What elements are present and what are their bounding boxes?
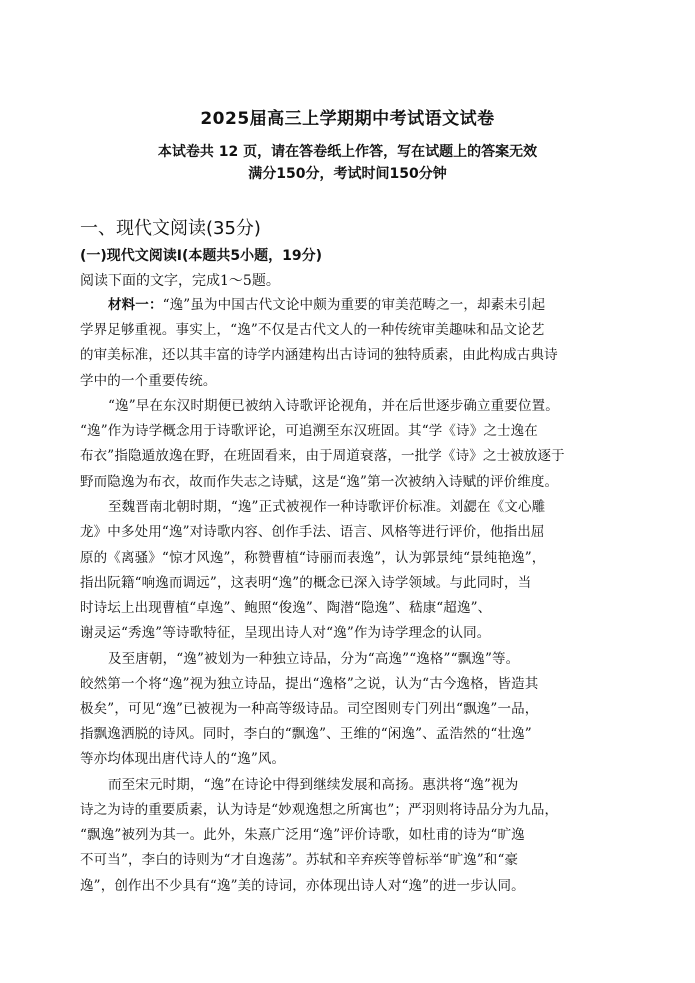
exam-note-score-time: 满分150分，考试时间150分钟 (248, 166, 447, 182)
material-line: 布衣”指隐遁放逸在野，在班固看来，由于周道衰落，一批学《诗》之士被放逐于 (80, 448, 565, 464)
material-line (108, 293, 640, 313)
material-line: 而至宋元时期，“逸”在诗论中得到继续发展和高扬。惠洪将“逸”视为 (108, 777, 519, 793)
material-line: 诗之为诗的重要质素，认为诗是“妙观逸想之所寓也”；严羽则将诗品分为九品， (80, 802, 559, 818)
material-line: 逸”，创作出不少具有“逸”美的诗词，亦体现出诗人对“逸”的进一步认同。 (80, 878, 525, 894)
material-line: 谢灵运“秀逸”等诗歌特征，呈现出诗人对“逸”作为诗学理念的认同。 (80, 625, 491, 641)
material-line: 指出阮籍“响逸而调远”，这表明“逸”的概念已深入诗学领域。与此同时，当 (80, 575, 532, 591)
material-line: 龙》中多处用“逸”对诗歌内容、创作手法、语言、风格等进行评价，他指出屈 (80, 524, 545, 540)
material-line: 等亦均体现出唐代诗人的“逸”风。 (80, 751, 286, 767)
material-line: 不可当”，李白的诗则为“才自逸荡”。苏轼和辛弃疾等曾标举“旷逸”和“豪 (80, 852, 519, 868)
section-subheading: (一)现代文阅读Ⅰ(本题共5小题，19分) (80, 248, 323, 264)
material-line: 野而隐逸为布衣，故而作失志之诗赋，这是“逸”第一次被纳入诗赋的评价维度。 (80, 474, 559, 490)
exam-note-pages: 本试卷共 12 页，请在答卷纸上作答，写在试题上的答案无效 (157, 144, 538, 160)
material-line: “飘逸”被列为其一。此外，朱熹广泛用“逸”评价诗歌，如杜甫的诗为“旷逸 (80, 827, 525, 843)
material-line: “逸”早在东汉时期便已被纳入诗歌评论视角，并在后世逐步确立重要位置。 (108, 398, 559, 414)
material-line: 时诗坛上出现曹植“卓逸”、鲍照“俊逸”、陶潜“隐逸”、嵇康“超逸”、 (80, 600, 492, 616)
material-line: 指飘逸洒脱的诗风。同时，李白的“飘逸”、王维的“闲逸”、孟浩然的“壮逸” (80, 726, 532, 742)
material-line: 的审美标准，还以其丰富的诗学内涵建构出古诗词的独特质素，由此构成古典诗 (80, 347, 558, 363)
material-label: 材料一： (108, 297, 163, 313)
material-line: 极矣”，可见“逸”已被视为一种高等级诗品。司空图则专门列出“飘逸”一品， (80, 701, 539, 717)
material-line: 学界足够重视。事实上，“逸”不仅是古代文人的一种传统审美趣味和品文论艺 (80, 322, 545, 338)
material-line-text: “逸”虽为中国古代文论中颇为重要的审美范畴之一，却素未引起 (162, 297, 546, 313)
material-line: “逸”作为诗学概念用于诗歌评论，可追溯至东汉班固。其“学《诗》之士逸在 (80, 423, 538, 439)
material-line: 至魏晋南北朝时期，“逸”正式被视作一种诗歌评价标准。刘勰在《文心雕 (108, 499, 546, 515)
material-line: 原的《离骚》“惊才风逸”，称赞曹植“诗丽而表逸”，认为郭景纯“景纯艳逸”， (80, 550, 546, 566)
exam-title: 2025届高三上学期期中考试语文试卷 (200, 109, 495, 129)
material-line: 学中的一个重要传统。 (80, 373, 217, 389)
reading-instruction: 阅读下面的文字，完成1～5题。 (80, 273, 280, 289)
material-line: 及至唐朝，“逸”被划为一种独立诗品，分为“高逸”“逸格”“飘逸”等。 (108, 651, 520, 667)
material-line: 皎然第一个将“逸”视为独立诗品，提出“逸格”之说，认为“古今逸格，皆造其 (80, 676, 539, 692)
section-heading: 一、现代文阅读(35分) (80, 218, 261, 239)
